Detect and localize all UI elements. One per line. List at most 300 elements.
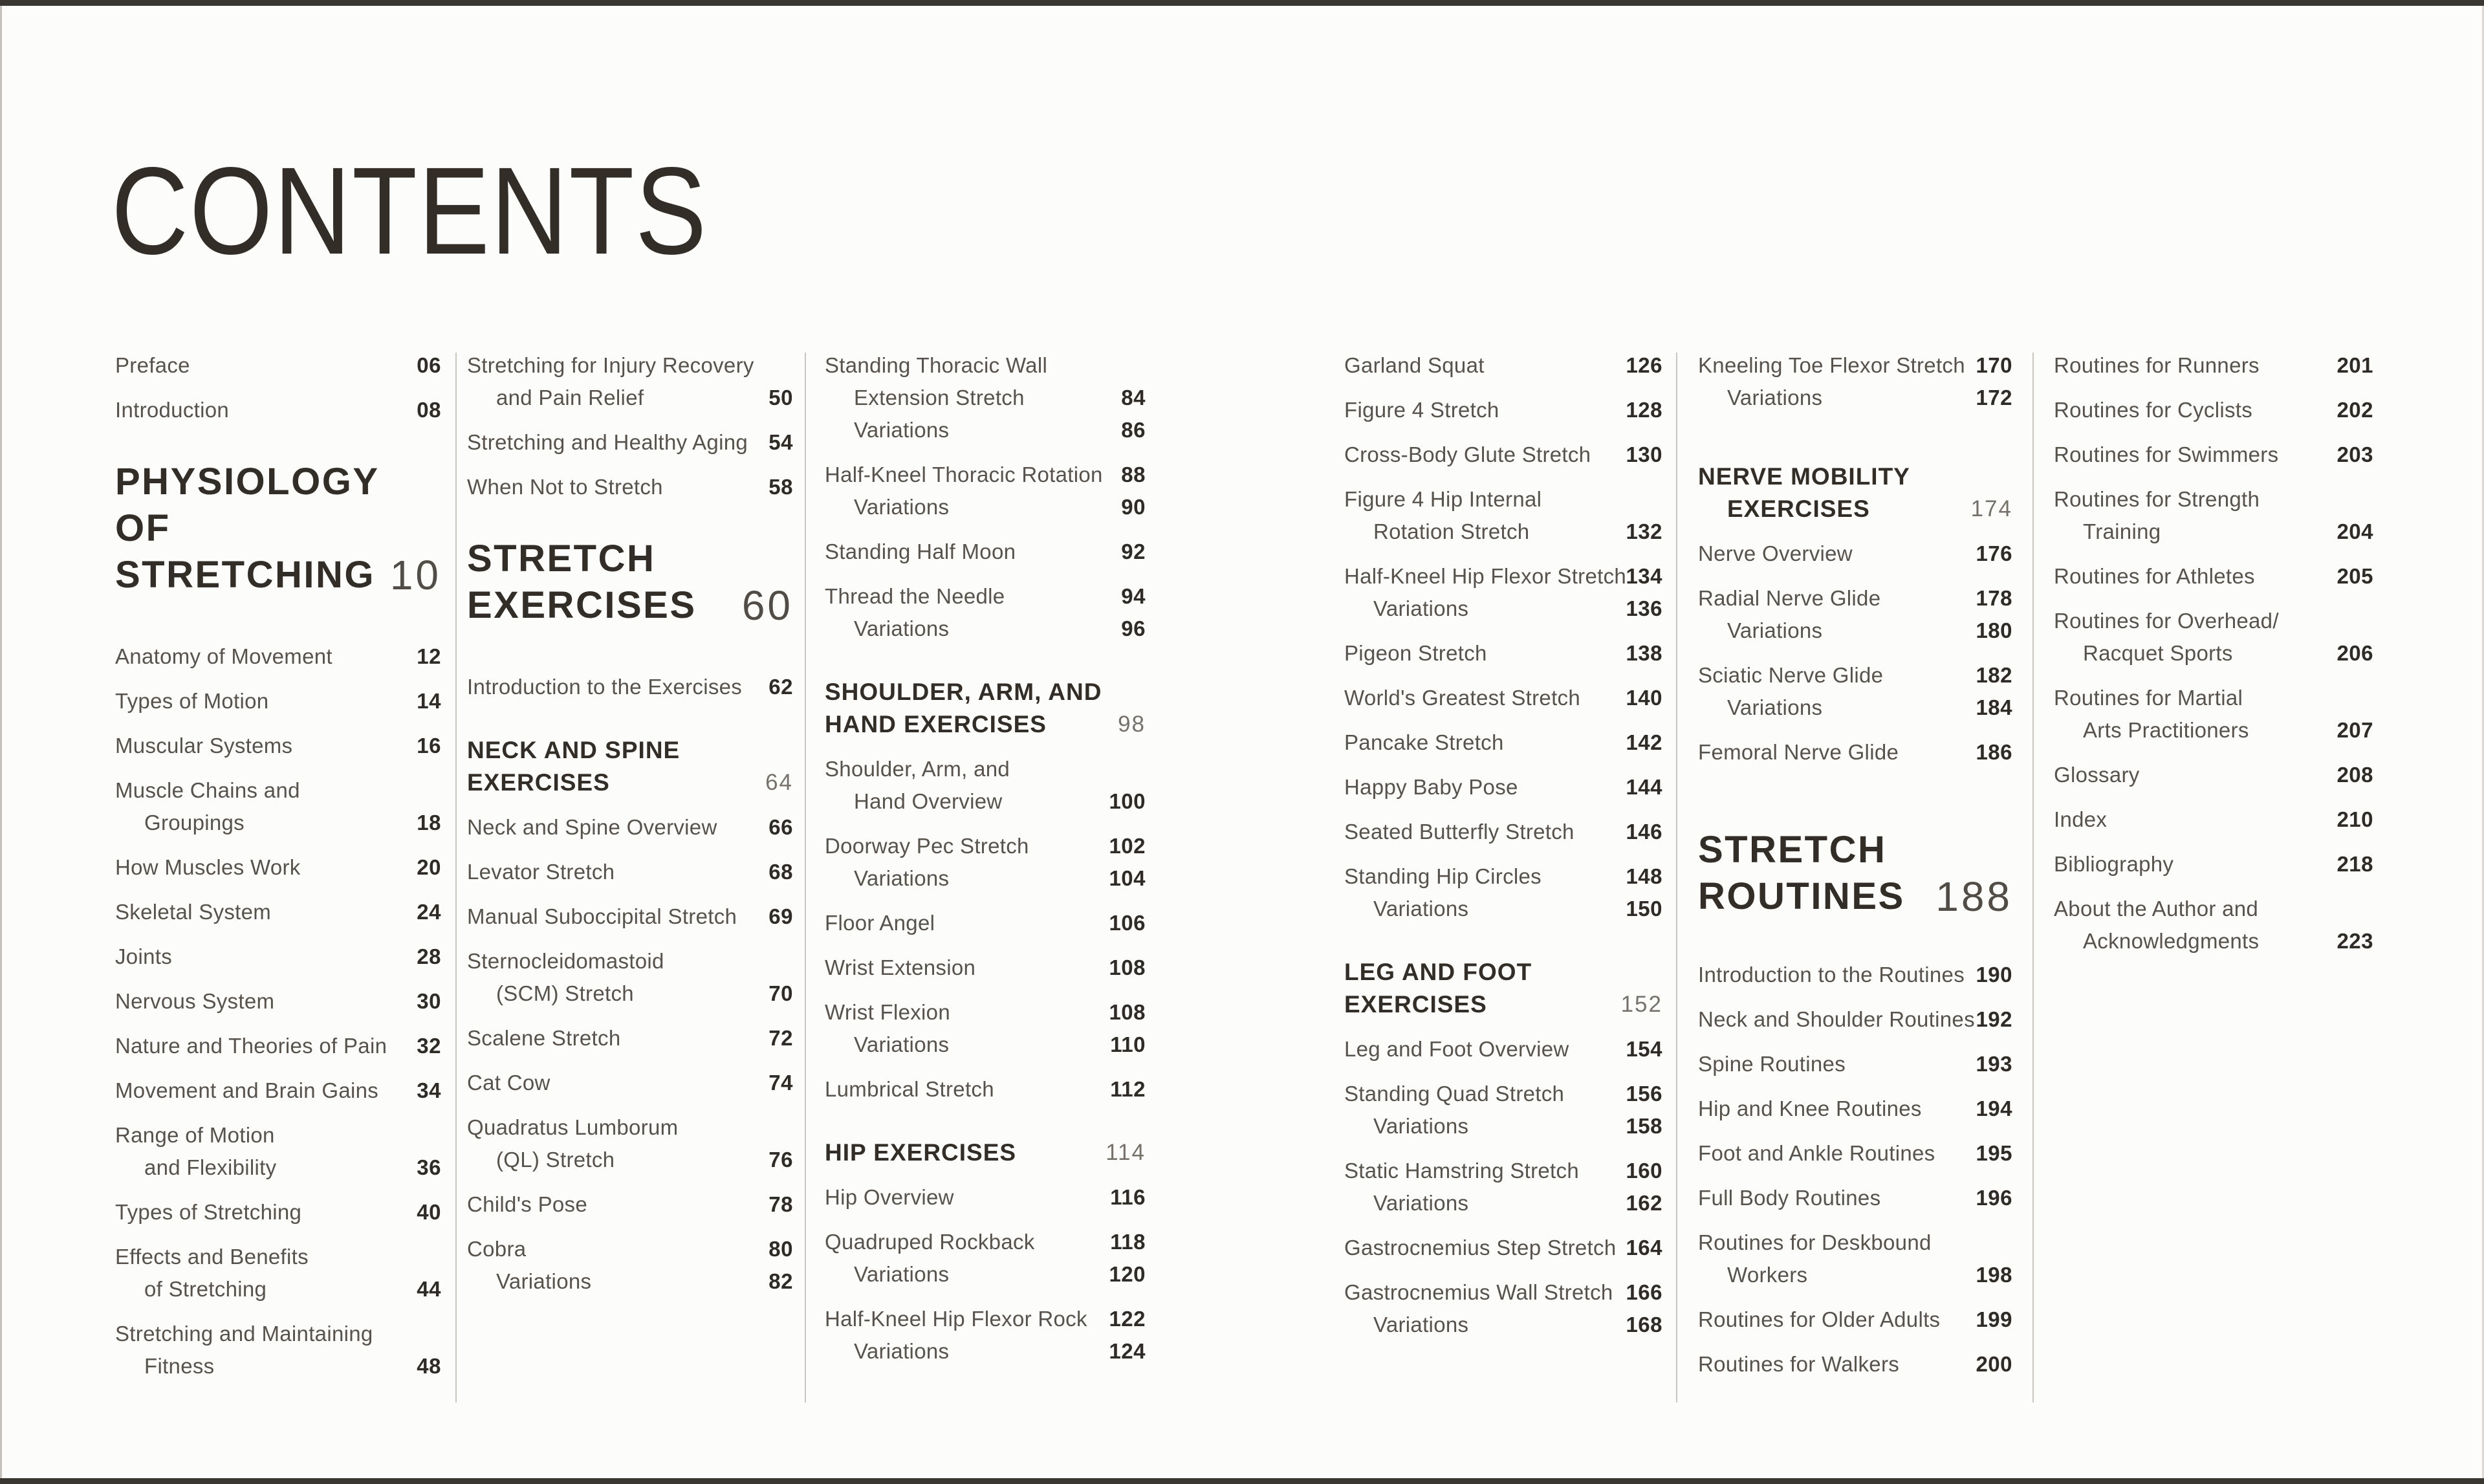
toc-line [467,671,793,703]
entry-label: Doorway Pec Stretch [825,834,1029,858]
toc-entry [825,1303,1146,1368]
column-divider [1676,353,1677,1402]
toc-entry [115,685,441,717]
toc-line [825,862,1146,895]
entry-label: Variations [854,1262,950,1286]
toc-line [825,382,1146,414]
page-number: 98 [1118,712,1146,737]
entry-label: Cat Cow [467,1071,550,1095]
entry-label: (SCM) Stretch [496,981,634,1005]
page-number: 190 [1976,963,2012,987]
entry-label: Garland Squat [1344,353,1485,377]
toc-line [1344,893,1662,925]
page-number: 166 [1626,1280,1662,1304]
page-number: 184 [1976,695,2012,719]
toc-line [2054,394,2373,426]
toc-entry [1344,1232,1662,1264]
entry-label: Training [2083,519,2161,543]
entry-label: Index [2054,807,2108,831]
toc-line [1344,1232,1662,1264]
toc-line [2054,803,2373,836]
page-number: 207 [2337,718,2373,742]
page-number: 62 [768,675,793,699]
toc-entry [115,774,441,839]
toc-line [467,734,793,767]
page-number: 174 [1970,496,2012,521]
entry-label: Standing Thoracic Wall [825,353,1048,377]
toc-line [1344,771,1662,803]
toc-line [115,349,441,382]
toc-entry [1698,1048,2012,1080]
toc-entry [1698,349,2012,414]
toc-entry [2054,439,2373,471]
toc-line [115,640,441,673]
toc-line [2054,483,2373,516]
page-number: 72 [768,1026,793,1050]
toc-line [467,1144,793,1176]
header-label: PHYSIOLOGY [115,461,380,503]
toc-line [825,1073,1146,1106]
page-number: 122 [1109,1307,1146,1331]
page-number: 199 [1976,1307,2012,1331]
entry-label: Neck and Shoulder Routines [1698,1007,1975,1031]
toc-entry [825,952,1146,984]
toc-entry [825,830,1146,895]
toc-line [1698,1227,2012,1259]
page-number: 120 [1109,1262,1146,1286]
toc-entry [1698,1003,2012,1036]
toc-line [825,491,1146,523]
entry-label: of Stretching [144,1277,267,1301]
toc-line [1344,682,1662,714]
toc-line [1698,1137,2012,1170]
entry-label: Half-Kneel Hip Flexor Rock [825,1307,1087,1331]
page-number: 208 [2337,763,2373,787]
toc-line [2054,605,2373,637]
toc-entry [1344,1276,1662,1341]
page-number: 192 [1976,1007,2012,1031]
toc-line [1698,382,2012,414]
entry-label: When Not to Stretch [467,475,663,499]
entry-label: Routines for Deskbound [1698,1230,1932,1254]
page-number: 138 [1626,641,1662,665]
toc-line [467,382,793,414]
toc-line [467,856,793,888]
toc-entry [467,349,793,414]
toc-entry [115,896,441,928]
entry-label: Routines for Runners [2054,353,2260,377]
toc-line [115,1196,441,1228]
page-number: 06 [417,353,441,377]
toc-entry [115,851,441,884]
page-number: 200 [1976,1352,2012,1376]
toc-line [825,1226,1146,1258]
toc-entry [825,459,1146,523]
toc-line [467,977,793,1010]
toc-line [467,471,793,503]
toc-line [467,945,793,977]
entry-label: Introduction [115,398,230,422]
header-label: SHOULDER, ARM, AND [825,679,1102,705]
page-number: 78 [768,1192,793,1216]
toc-entry [825,1226,1146,1291]
toc-line [467,426,793,459]
entry-label: Lumbrical Stretch [825,1077,994,1101]
page-number: 44 [417,1277,441,1301]
toc-entry [115,985,441,1018]
entry-label: Variations [854,866,950,890]
toc-line [467,1111,793,1144]
toc-entry [467,1111,793,1176]
entry-label: Bibliography [2054,852,2174,876]
entry-label: Child's Pose [467,1192,587,1216]
toc-entry [1344,1155,1662,1219]
toc-column-3 [825,349,1146,1380]
toc-line [2054,682,2373,714]
page-number: 170 [1976,353,2012,377]
toc-line [1344,349,1662,382]
entry-label: Preface [115,353,190,377]
toc-line [1698,615,2012,647]
toc-line [1344,816,1662,848]
entry-label: Variations [854,617,950,640]
entry-label: Standing Quad Stretch [1344,1082,1565,1106]
entry-label: Pigeon Stretch [1344,641,1487,665]
toc-entry [467,900,793,933]
page-number: 10 [389,552,441,598]
toc-entry [2054,349,2373,382]
entry-label: Glossary [2054,763,2140,787]
page-number: 206 [2337,641,2373,665]
entry-label: Cross-Body Glute Stretch [1344,442,1591,466]
toc-line [825,1335,1146,1368]
toc-line [115,851,441,884]
header-label: EXERCISES [467,584,697,626]
toc-line [467,1265,793,1298]
toc-line [825,676,1146,708]
toc-line [1698,659,2012,692]
toc-line [1698,959,2012,991]
entry-label: Full Body Routines [1698,1186,1881,1210]
header-label: NERVE MOBILITY [1698,463,1910,490]
page-number: 114 [1106,1140,1146,1165]
page-number: 168 [1626,1313,1662,1337]
toc-section-header [115,459,441,598]
entry-label: Standing Half Moon [825,540,1016,563]
toc-line [825,907,1146,939]
toc-subsection-header [1344,956,1662,1021]
page-number: 164 [1626,1236,1662,1260]
toc-line [825,536,1146,568]
page-number: 132 [1626,519,1662,543]
entry-label: Routines for Martial [2054,686,2243,710]
toc-line [115,1318,441,1350]
toc-section-header [1698,827,2012,920]
entry-label: Hip and Knee Routines [1698,1097,1922,1120]
page-number: 112 [1110,1077,1146,1101]
toc-entry [1698,582,2012,647]
toc-entry [1344,771,1662,803]
page-number: 68 [768,860,793,884]
toc-line [467,767,793,799]
toc-entry [467,1233,793,1298]
entry-label: Variations [1727,618,1823,642]
page-number: 204 [2337,519,2373,543]
page-number: 210 [2337,807,2373,831]
toc-entry [2054,483,2373,548]
toc-entry [2054,848,2373,880]
page-number: 146 [1626,820,1662,844]
toc-entry [1698,538,2012,570]
header-label: STRETCH [1698,829,1887,871]
page-number: 188 [1935,873,2012,920]
toc-line [1698,538,2012,570]
column-divider [2032,353,2034,1402]
entry-label: Gastrocnemius Wall Stretch [1344,1280,1613,1304]
toc-entry [825,907,1146,939]
header-label: EXERCISES [1727,496,1870,522]
toc-line [1344,560,1662,593]
toc-entry [825,1073,1146,1106]
toc-entry [1344,860,1662,925]
toc-entry [2054,893,2373,957]
toc-line [467,349,793,382]
toc-line [1344,726,1662,759]
toc-entry [467,856,793,888]
toc-line [115,941,441,973]
toc-line [1698,1048,2012,1080]
toc-line [467,1188,793,1221]
toc-entry [1344,349,1662,382]
toc-subsection-header [467,734,793,799]
entry-label: Skeletal System [115,900,272,924]
entry-label: Muscular Systems [115,734,293,758]
toc-entry [467,471,793,503]
toc-entry [825,580,1146,645]
page-number: 218 [2337,852,2373,876]
entry-label: Variations [1373,1114,1469,1138]
entry-label: Fitness [144,1354,215,1378]
page-number: 48 [417,1354,441,1378]
toc-entry [2054,394,2373,426]
entry-label: Routines for Walkers [1698,1352,1900,1376]
entry-label: Hip Overview [825,1185,954,1209]
toc-line [1698,873,2012,920]
page-number: 186 [1976,740,2012,764]
entry-label: Gastrocnemius Step Stretch [1344,1236,1617,1260]
page-number: 178 [1976,586,2012,610]
entry-label: Manual Suboccipital Stretch [467,904,737,928]
toc-entry [1698,1304,2012,1336]
toc-line [2054,516,2373,548]
toc-line [115,1075,441,1107]
page-number: 28 [417,944,441,968]
entry-label: Routines for Cyclists [2054,398,2253,422]
toc-entry [1698,959,2012,991]
toc-column-2 [467,349,793,1310]
toc-entry [1344,682,1662,714]
page-number: 156 [1626,1082,1662,1106]
toc-line [825,996,1146,1029]
page-number: 150 [1626,897,1662,921]
entry-label: World's Greatest Stretch [1344,686,1581,710]
toc-line [115,1030,441,1062]
entry-label: Levator Stretch [467,860,615,884]
toc-entry [115,941,441,973]
page-number: 196 [1976,1186,2012,1210]
toc-entry [1698,1137,2012,1170]
toc-line [825,613,1146,645]
page-number: 201 [2337,353,2373,377]
toc-line [1344,1155,1662,1187]
page-number: 34 [417,1078,441,1102]
toc-line [1698,1259,2012,1291]
page-number: 16 [417,734,441,758]
page-number: 140 [1626,686,1662,710]
page-number: 30 [417,989,441,1013]
toc-entry [115,1075,441,1107]
toc-line [2054,759,2373,791]
toc-line [115,552,441,598]
entry-label: Figure 4 Hip Internal [1344,487,1542,511]
toc-entry [467,671,793,703]
toc-line [115,1350,441,1382]
toc-line [1344,860,1662,893]
page-number: 60 [741,582,793,629]
page-number: 158 [1626,1114,1662,1138]
toc-line [2054,637,2373,670]
page-number: 162 [1626,1191,1662,1215]
page-number: 154 [1626,1037,1662,1061]
entry-label: Variations [854,1339,950,1363]
toc-line [1698,493,2012,525]
page-number: 86 [1121,418,1146,442]
entry-label: Variations [854,418,950,442]
toc-line [1344,1276,1662,1309]
toc-line [1698,582,2012,615]
toc-entry [825,349,1146,446]
page-number: 24 [417,900,441,924]
toc-entry [1698,1182,2012,1214]
page-number: 40 [417,1200,441,1224]
toc-entry [1698,659,2012,724]
toc-column-4 [1344,349,1662,1353]
toc-section-header [467,536,793,629]
header-label: EXERCISES [1344,991,1487,1018]
entry-label: Routines for Athletes [2054,564,2255,588]
page-number: 130 [1626,442,1662,466]
page-number: 223 [2337,929,2373,953]
toc-line [1698,461,2012,493]
toc-line [825,1029,1146,1061]
toc-entry [825,1181,1146,1214]
entry-label: Joints [115,944,173,968]
toc-line [2054,848,2373,880]
toc-line [2054,439,2373,471]
toc-entry [825,536,1146,568]
toc-line [467,1022,793,1054]
toc-line [1344,1309,1662,1341]
toc-line [1344,593,1662,625]
page-number: 69 [768,904,793,928]
entry-label: Spine Routines [1698,1052,1846,1076]
toc-line [1344,516,1662,548]
toc-line [115,807,441,839]
entry-label: Stretching and Healthy Aging [467,430,748,454]
toc-entry [2054,605,2373,670]
page-number: 134 [1626,564,1662,588]
toc-entry [2054,682,2373,747]
entry-label: Standing Hip Circles [1344,864,1542,888]
page-number: 100 [1109,789,1146,813]
page-number: 198 [1976,1263,2012,1287]
page-number: 128 [1626,398,1662,422]
entry-label: Static Hamstring Stretch [1344,1159,1579,1183]
toc-entry [1344,726,1662,759]
toc-subsection-header [1698,461,2012,525]
entry-label: Scalene Stretch [467,1026,621,1050]
toc-entry [1698,1227,2012,1291]
page-number: 76 [768,1148,793,1172]
toc-line [115,1151,441,1184]
toc-entry [467,1067,793,1099]
page-number: 126 [1626,353,1662,377]
page-number: 14 [417,689,441,713]
entry-label: Seated Butterfly Stretch [1344,820,1574,844]
entry-label: Arts Practitioners [2083,718,2249,742]
header-label: STRETCH [467,538,656,580]
toc-entry [115,349,441,382]
toc-line [825,1258,1146,1291]
toc-line [1344,1110,1662,1142]
toc-line [115,896,441,928]
entry-label: Thread the Needle [825,584,1005,608]
toc-subsection-header [825,676,1146,741]
page-number: 82 [768,1269,793,1293]
entry-label: Variations [1373,1191,1469,1215]
header-label: EXERCISES [467,769,610,796]
header-label: HAND EXERCISES [825,711,1047,737]
toc-line [115,685,441,717]
entry-label: Introduction to the Exercises [467,675,743,699]
entry-label: Wrist Flexion [825,1000,950,1024]
toc-line [825,1303,1146,1335]
page-number: 136 [1626,596,1662,620]
entry-label: Range of Motion [115,1123,275,1147]
header-label: LEG AND FOOT [1344,959,1532,985]
toc-line [2054,714,2373,747]
page-number: 80 [768,1237,793,1261]
page-number: 96 [1121,617,1146,640]
toc-entry [2054,759,2373,791]
page-number: 108 [1109,1000,1146,1024]
page-number: 118 [1110,1230,1146,1254]
page-number: 64 [765,770,793,795]
toc-entry [1344,1078,1662,1142]
page-number: 106 [1109,911,1146,935]
toc-entry [1698,1348,2012,1380]
entry-label: Routines for Overhead/ [2054,609,2279,633]
entry-label: Stretching for Injury Recovery [467,353,754,377]
page-number: 84 [1121,386,1146,409]
page-number: 88 [1121,463,1146,486]
page-number: 195 [1976,1141,2012,1165]
toc-line [115,774,441,807]
toc-entry [2054,803,2373,836]
toc-line [1344,988,1662,1021]
toc-entry [2054,560,2373,593]
toc-line [825,708,1146,741]
